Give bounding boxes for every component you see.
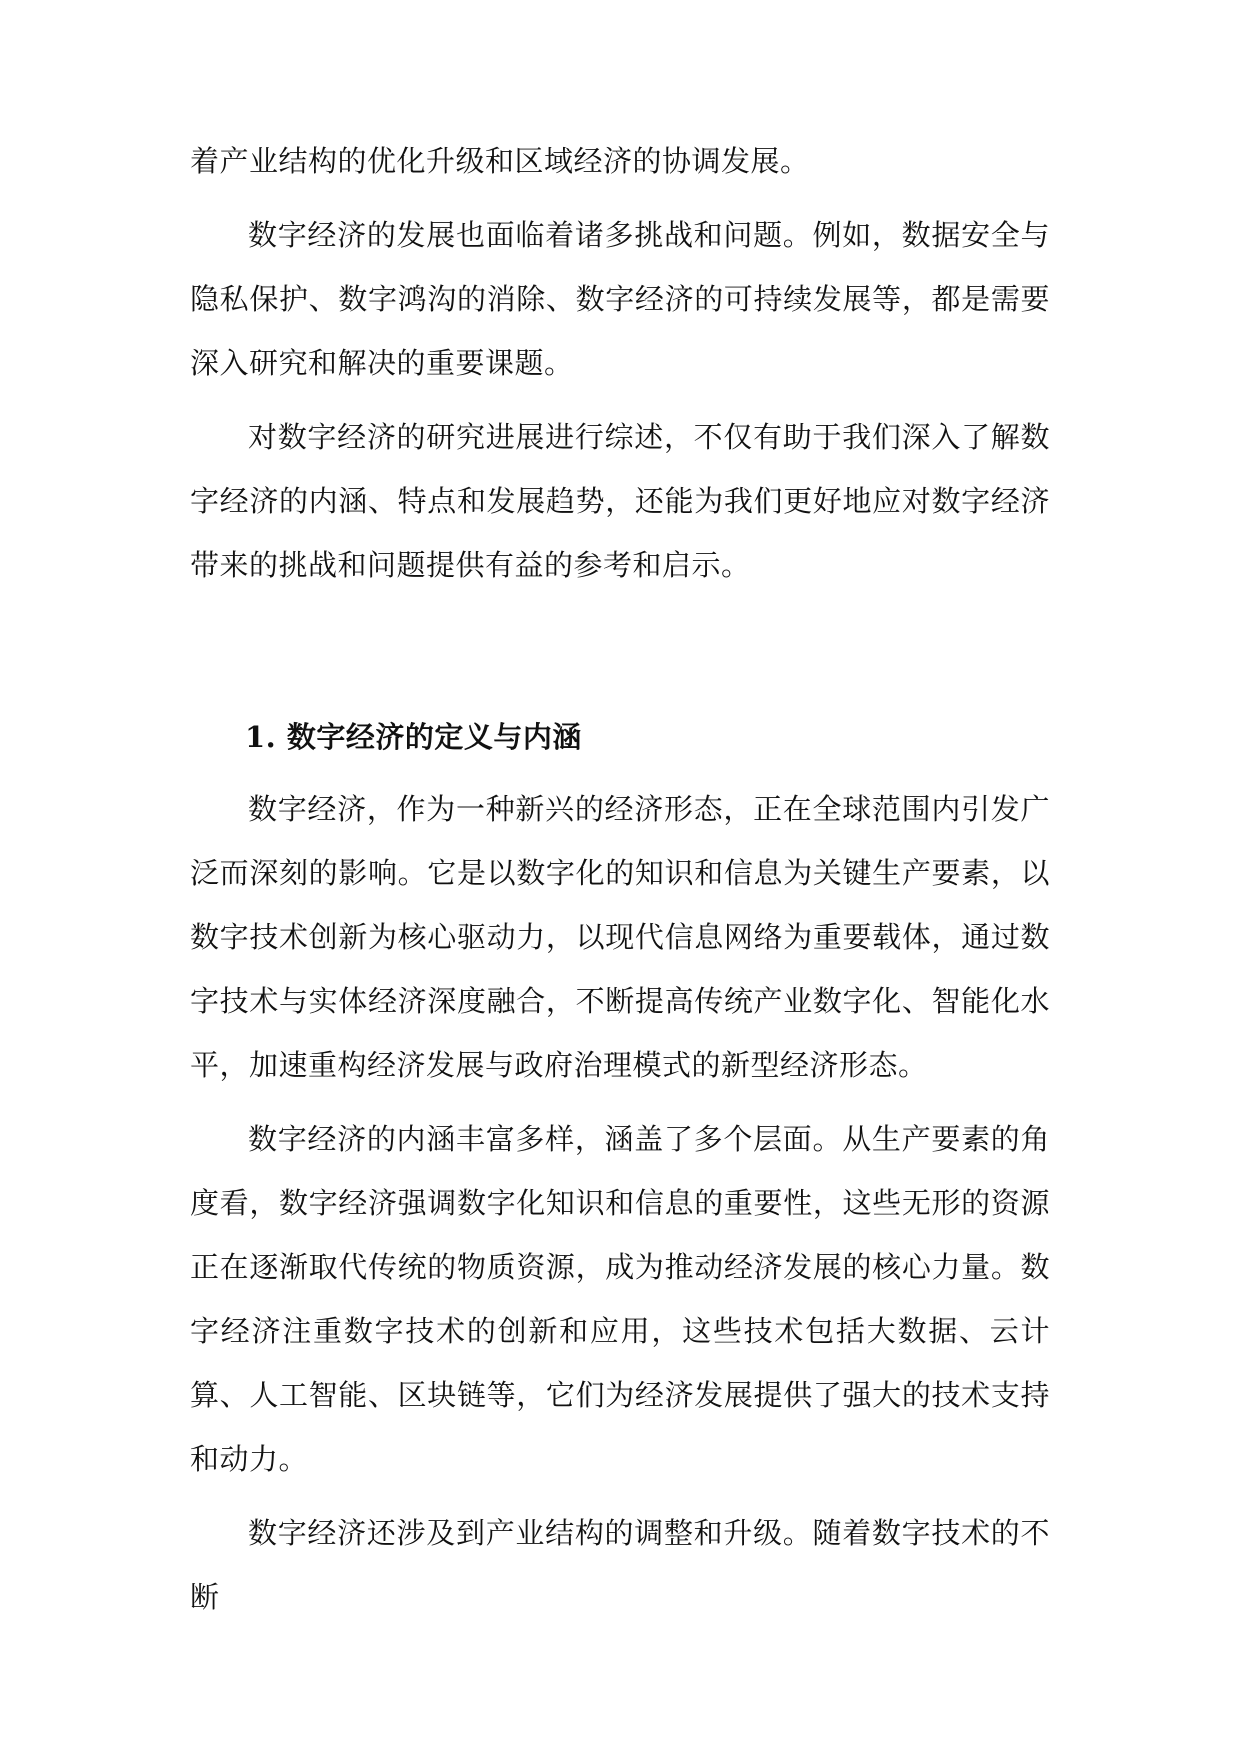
paragraph-connotation: 数字经济的内涵丰富多样，涵盖了多个层面。从生产要素的角度看，数字经济强调数字化知识和信息的重要性，这些无形的资源正在逐渐取代传统的物质资源，成为推动经济发展的核心力量。数字经济注重数字技术的创新和应用，这些技术包括大数据、云计算、人工智能、区块链等，它们为经济发展提供了强大的技术支持和动力。 (190, 1122, 1050, 1476)
paragraph-definition: 数字经济，作为一种新兴的经济形态，正在全球范围内引发广泛而深刻的影响。它是以数字化的知识和信息为关键生产要素，以数字技术创新为核心驱动力，以现代信息网络为重要载体，通过数字技术与实体经济深度融合，不断提高传统产业数字化、智能化水平，加速重构经济发展与政府治理模式的新型经济形态。 (190, 792, 1050, 1082)
paragraph-industry-structure: 数字经济还涉及到产业结构的调整和升级。随着数字技术的不断 (190, 1516, 1050, 1614)
paragraph-continuation: 着产业结构的优化升级和区域经济的协调发展。 (190, 144, 810, 178)
paragraph-challenges: 数字经济的发展也面临着诸多挑战和问题。例如，数据安全与隐私保护、数字鸿沟的消除、数字经济的可持续发展等，都是需要深入研究和解决的重要课题。 (190, 218, 1050, 380)
section-heading: 1. 数字经济的定义与内涵 (245, 720, 582, 754)
definition-section (190, 777, 1050, 1639)
intro-section (190, 129, 1050, 607)
paragraph-review-purpose: 对数字经济的研究进展进行综述，不仅有助于我们深入了解数字经济的内涵、特点和发展趋势，还能为我们更好地应对数字经济带来的挑战和问题提供有益的参考和启示。 (190, 420, 1050, 582)
